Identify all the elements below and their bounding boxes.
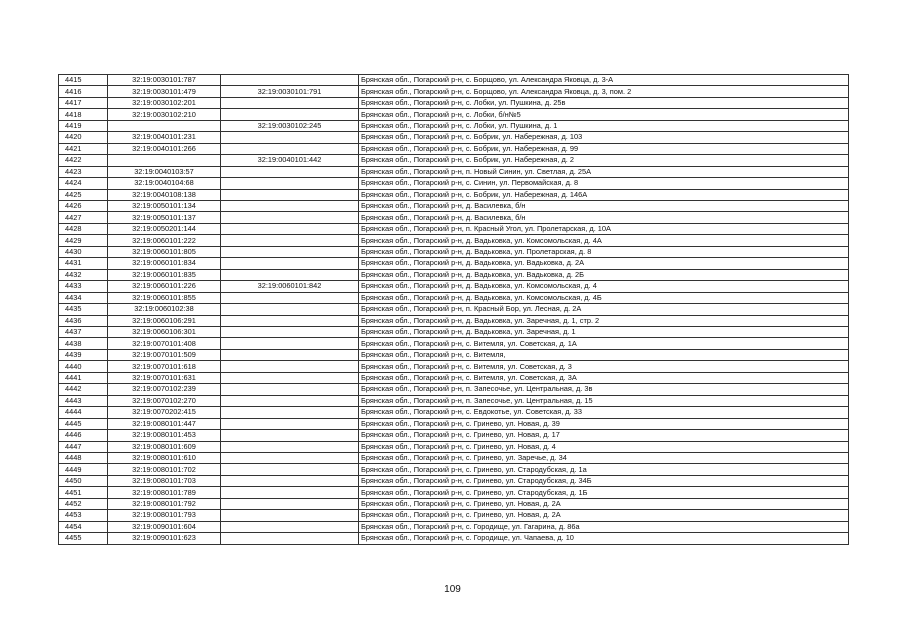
cadastral-number-cell <box>108 120 221 131</box>
parent-cadastral-number-cell: 32:19:0040101:442 <box>221 155 359 166</box>
parent-cadastral-number-cell <box>221 223 359 234</box>
address-cell: Брянская обл., Погарский р-н, с. Лобки, ул. Пушкина, д. 1 <box>359 120 849 131</box>
parent-cadastral-number-cell <box>221 487 359 498</box>
address-cell: Брянская обл., Погарский р-н, с. Гринево, ул. Новая, д. 2А <box>359 510 849 521</box>
address-cell: Брянская обл., Погарский р-н, с. Лобки, б/н№5 <box>359 109 849 120</box>
row-number-cell: 4441 <box>59 372 108 383</box>
table-row <box>59 189 849 200</box>
table-row <box>59 155 849 166</box>
parent-cadastral-number-cell <box>221 384 359 395</box>
cadastral-number-cell: 32:19:0080101:789 <box>108 487 221 498</box>
address-cell: Брянская обл., Погарский р-н, д. Василевка, б/н <box>359 212 849 223</box>
parent-cadastral-number-cell <box>221 97 359 108</box>
parent-cadastral-number-cell <box>221 372 359 383</box>
row-number-cell: 4437 <box>59 326 108 337</box>
parent-cadastral-number-cell <box>221 361 359 372</box>
table-row <box>59 315 849 326</box>
parent-cadastral-number-cell <box>221 189 359 200</box>
parent-cadastral-number-cell <box>221 166 359 177</box>
address-cell: Брянская обл., Погарский р-н, п. Новый Синин, ул. Светлая, д. 25А <box>359 166 849 177</box>
address-cell: Брянская обл., Погарский р-н, д. Вадьковка, ул. Заречная, д. 1 <box>359 326 849 337</box>
cadastral-number-cell: 32:19:0060101:805 <box>108 246 221 257</box>
parent-cadastral-number-cell <box>221 132 359 143</box>
address-cell: Брянская обл., Погарский р-н, с. Витемля, ул. Советская, д. 1А <box>359 338 849 349</box>
address-cell: Брянская обл., Погарский р-н, с. Лобки, ул. Пушкина, д. 25в <box>359 97 849 108</box>
row-number-cell: 4418 <box>59 109 108 120</box>
cadastral-number-cell: 32:19:0040101:266 <box>108 143 221 154</box>
cadastral-number-cell: 32:19:0070101:509 <box>108 349 221 360</box>
parent-cadastral-number-cell <box>221 200 359 211</box>
parent-cadastral-number-cell: 32:19:0060101:842 <box>221 281 359 292</box>
cadastral-number-cell: 32:19:0060106:291 <box>108 315 221 326</box>
row-number-cell: 4447 <box>59 441 108 452</box>
address-cell: Брянская обл., Погарский р-н, с. Бобрик, ул. Набережная, д. 2 <box>359 155 849 166</box>
table-row <box>59 349 849 360</box>
parent-cadastral-number-cell <box>221 269 359 280</box>
address-cell: Брянская обл., Погарский р-н, с. Бобрик, ул. Набережная, д. 146А <box>359 189 849 200</box>
table-row <box>59 498 849 509</box>
row-number-cell: 4423 <box>59 166 108 177</box>
row-number-cell: 4429 <box>59 235 108 246</box>
row-number-cell: 4439 <box>59 349 108 360</box>
parent-cadastral-number-cell <box>221 143 359 154</box>
table-row <box>59 407 849 418</box>
cadastral-number-cell: 32:19:0040101:231 <box>108 132 221 143</box>
table-row <box>59 464 849 475</box>
row-number-cell: 4452 <box>59 498 108 509</box>
cadastral-number-cell: 32:19:0080101:447 <box>108 418 221 429</box>
row-number-cell: 4445 <box>59 418 108 429</box>
row-number-cell: 4434 <box>59 292 108 303</box>
row-number-cell: 4424 <box>59 178 108 189</box>
cadastral-number-cell: 32:19:0060101:222 <box>108 235 221 246</box>
address-cell: Брянская обл., Погарский р-н, с. Евдокотье, ул. Советская, д. 33 <box>359 407 849 418</box>
parent-cadastral-number-cell <box>221 407 359 418</box>
address-cell: Брянская обл., Погарский р-н, с. Гринево, ул. Заречье, д. 34 <box>359 452 849 463</box>
address-cell: Брянская обл., Погарский р-н, д. Вадьковка, ул. Пролетарская, д. 8 <box>359 246 849 257</box>
cadastral-number-cell <box>108 155 221 166</box>
parent-cadastral-number-cell <box>221 258 359 269</box>
parent-cadastral-number-cell <box>221 326 359 337</box>
cadastral-number-cell: 32:19:0080101:453 <box>108 430 221 441</box>
cadastral-number-cell: 32:19:0060101:834 <box>108 258 221 269</box>
address-cell: Брянская обл., Погарский р-н, с. Городище, ул. Гагарина, д. 86а <box>359 521 849 532</box>
parent-cadastral-number-cell <box>221 510 359 521</box>
table-row <box>59 304 849 315</box>
table-row <box>59 452 849 463</box>
parent-cadastral-number-cell <box>221 498 359 509</box>
cadastral-number-cell: 32:19:0060101:226 <box>108 281 221 292</box>
cadastral-number-cell: 32:19:0050201:144 <box>108 223 221 234</box>
address-cell: Брянская обл., Погарский р-н, д. Вадьковка, ул. Комсомольская, д. 4Б <box>359 292 849 303</box>
cadastral-number-cell: 32:19:0080101:609 <box>108 441 221 452</box>
row-number-cell: 4435 <box>59 304 108 315</box>
row-number-cell: 4416 <box>59 86 108 97</box>
table-row <box>59 395 849 406</box>
cadastral-number-cell: 32:19:0030102:210 <box>108 109 221 120</box>
address-cell: Брянская обл., Погарский р-н, с. Гринево, ул. Новая, д. 17 <box>359 430 849 441</box>
address-cell: Брянская обл., Погарский р-н, п. Запесочье, ул. Центральная, д. 3в <box>359 384 849 395</box>
parent-cadastral-number-cell <box>221 315 359 326</box>
address-cell: Брянская обл., Погарский р-н, с. Синин, ул. Первомайская, д. 8 <box>359 178 849 189</box>
cadastral-number-cell: 32:19:0070101:618 <box>108 361 221 372</box>
row-number-cell: 4453 <box>59 510 108 521</box>
table-row <box>59 338 849 349</box>
parent-cadastral-number-cell <box>221 418 359 429</box>
row-number-cell: 4444 <box>59 407 108 418</box>
address-cell: Брянская обл., Погарский р-н, п. Красный Угол, ул. Пролетарская, д. 10А <box>359 223 849 234</box>
row-number-cell: 4446 <box>59 430 108 441</box>
parent-cadastral-number-cell <box>221 533 359 544</box>
cadastral-number-cell: 32:19:0060106:301 <box>108 326 221 337</box>
cadastral-number-cell: 32:19:0080101:793 <box>108 510 221 521</box>
address-cell: Брянская обл., Погарский р-н, д. Вадьковка, ул. Комсомольская, д. 4А <box>359 235 849 246</box>
table-row <box>59 109 849 120</box>
parent-cadastral-number-cell <box>221 338 359 349</box>
address-cell: Брянская обл., Погарский р-н, с. Городище, ул. Чапаева, д. 10 <box>359 533 849 544</box>
row-number-cell: 4420 <box>59 132 108 143</box>
parent-cadastral-number-cell <box>221 246 359 257</box>
cadastral-number-cell: 32:19:0080101:703 <box>108 475 221 486</box>
cadastral-number-cell: 32:19:0080101:792 <box>108 498 221 509</box>
table-row <box>59 223 849 234</box>
parent-cadastral-number-cell <box>221 212 359 223</box>
table-row <box>59 533 849 544</box>
parent-cadastral-number-cell <box>221 109 359 120</box>
cadastral-number-cell: 32:19:0060101:855 <box>108 292 221 303</box>
address-cell: Брянская обл., Погарский р-н, д. Василевка, б/н <box>359 200 849 211</box>
registry-table <box>58 74 849 545</box>
address-cell: Брянская обл., Погарский р-н, с. Гринево, ул. Новая, д. 2А <box>359 498 849 509</box>
cadastral-number-cell: 32:19:0080101:702 <box>108 464 221 475</box>
cadastral-number-cell: 32:19:0070101:631 <box>108 372 221 383</box>
address-cell: Брянская обл., Погарский р-н, д. Вадьковка, ул. Заречная, д. 1, стр. 2 <box>359 315 849 326</box>
parent-cadastral-number-cell <box>221 235 359 246</box>
address-cell: Брянская обл., Погарский р-н, п. Красный Бор, ул. Лесная, д. 2А <box>359 304 849 315</box>
table-row <box>59 97 849 108</box>
table-row <box>59 132 849 143</box>
cadastral-number-cell: 32:19:0030102:201 <box>108 97 221 108</box>
cadastral-number-cell: 32:19:0030101:787 <box>108 75 221 86</box>
address-cell: Брянская обл., Погарский р-н, с. Бобрик, ул. Набережная, д. 99 <box>359 143 849 154</box>
address-cell: Брянская обл., Погарский р-н, с. Бобрик, ул. Набережная, д. 103 <box>359 132 849 143</box>
address-cell: Брянская обл., Погарский р-н, п. Запесочье, ул. Центральная, д. 15 <box>359 395 849 406</box>
row-number-cell: 4450 <box>59 475 108 486</box>
address-cell: Брянская обл., Погарский р-н, с. Борщово, ул. Александра Яковца, д. 3, пом. 2 <box>359 86 849 97</box>
parent-cadastral-number-cell <box>221 521 359 532</box>
row-number-cell: 4415 <box>59 75 108 86</box>
table-row <box>59 430 849 441</box>
table-row <box>59 418 849 429</box>
table-row <box>59 487 849 498</box>
table-row <box>59 326 849 337</box>
row-number-cell: 4436 <box>59 315 108 326</box>
table-row <box>59 372 849 383</box>
cadastral-number-cell: 32:19:0050101:137 <box>108 212 221 223</box>
row-number-cell: 4455 <box>59 533 108 544</box>
table-row <box>59 120 849 131</box>
row-number-cell: 4426 <box>59 200 108 211</box>
row-number-cell: 4442 <box>59 384 108 395</box>
row-number-cell: 4438 <box>59 338 108 349</box>
address-cell: Брянская обл., Погарский р-н, с. Гринево, ул. Новая, д. 39 <box>359 418 849 429</box>
address-cell: Брянская обл., Погарский р-н, д. Вадьковка, ул. Вадьковка, д. 2Б <box>359 269 849 280</box>
cadastral-number-cell: 32:19:0070102:239 <box>108 384 221 395</box>
page-number: 109 <box>444 584 461 595</box>
row-number-cell: 4451 <box>59 487 108 498</box>
table-row <box>59 246 849 257</box>
cadastral-number-cell: 32:19:0050101:134 <box>108 200 221 211</box>
row-number-cell: 4432 <box>59 269 108 280</box>
cadastral-number-cell: 32:19:0060101:835 <box>108 269 221 280</box>
cadastral-number-cell: 32:19:0070202:415 <box>108 407 221 418</box>
address-cell: Брянская обл., Погарский р-н, с. Борщово, ул. Александра Яковца, д. 3-А <box>359 75 849 86</box>
table-row <box>59 75 849 86</box>
address-cell: Брянская обл., Погарский р-н, с. Гринево, ул. Стародубская, д. 1Б <box>359 487 849 498</box>
table-row <box>59 521 849 532</box>
parent-cadastral-number-cell <box>221 430 359 441</box>
address-cell: Брянская обл., Погарский р-н, с. Витемля, ул. Советская, д. 3 <box>359 361 849 372</box>
row-number-cell: 4449 <box>59 464 108 475</box>
row-number-cell: 4431 <box>59 258 108 269</box>
address-cell: Брянская обл., Погарский р-н, д. Вадьковка, ул. Комсомольская, д. 4 <box>359 281 849 292</box>
table-row <box>59 235 849 246</box>
table-row <box>59 258 849 269</box>
row-number-cell: 4448 <box>59 452 108 463</box>
row-number-cell: 4427 <box>59 212 108 223</box>
table-row <box>59 200 849 211</box>
table-row <box>59 212 849 223</box>
parent-cadastral-number-cell: 32:19:0030101:791 <box>221 86 359 97</box>
table-row <box>59 292 849 303</box>
row-number-cell: 4443 <box>59 395 108 406</box>
cadastral-number-cell: 32:19:0090101:623 <box>108 533 221 544</box>
parent-cadastral-number-cell <box>221 475 359 486</box>
address-cell: Брянская обл., Погарский р-н, с. Витемля, <box>359 349 849 360</box>
address-cell: Брянская обл., Погарский р-н, с. Витемля, ул. Советская, д. 3А <box>359 372 849 383</box>
cadastral-number-cell: 32:19:0060102:38 <box>108 304 221 315</box>
parent-cadastral-number-cell <box>221 441 359 452</box>
table-row <box>59 178 849 189</box>
cadastral-number-cell: 32:19:0030101:479 <box>108 86 221 97</box>
parent-cadastral-number-cell <box>221 304 359 315</box>
parent-cadastral-number-cell <box>221 75 359 86</box>
table-row <box>59 441 849 452</box>
address-cell: Брянская обл., Погарский р-н, с. Гринево, ул. Стародубская, д. 34Б <box>359 475 849 486</box>
table-row <box>59 384 849 395</box>
address-cell: Брянская обл., Погарский р-н, д. Вадьковка, ул. Вадьковка, д. 2А <box>359 258 849 269</box>
row-number-cell: 4440 <box>59 361 108 372</box>
cadastral-number-cell: 32:19:0070102:270 <box>108 395 221 406</box>
row-number-cell: 4419 <box>59 120 108 131</box>
table-row <box>59 86 849 97</box>
row-number-cell: 4421 <box>59 143 108 154</box>
cadastral-number-cell: 32:19:0040108:138 <box>108 189 221 200</box>
parent-cadastral-number-cell <box>221 349 359 360</box>
table-row <box>59 510 849 521</box>
row-number-cell: 4454 <box>59 521 108 532</box>
table-row <box>59 166 849 177</box>
parent-cadastral-number-cell <box>221 452 359 463</box>
table-row <box>59 269 849 280</box>
row-number-cell: 4430 <box>59 246 108 257</box>
row-number-cell: 4425 <box>59 189 108 200</box>
registry-table-body <box>59 75 849 545</box>
parent-cadastral-number-cell: 32:19:0030102:245 <box>221 120 359 131</box>
parent-cadastral-number-cell <box>221 292 359 303</box>
cadastral-number-cell: 32:19:0040104:68 <box>108 178 221 189</box>
table-row <box>59 143 849 154</box>
row-number-cell: 4433 <box>59 281 108 292</box>
table-row <box>59 361 849 372</box>
table-row <box>59 475 849 486</box>
row-number-cell: 4417 <box>59 97 108 108</box>
parent-cadastral-number-cell <box>221 395 359 406</box>
row-number-cell: 4422 <box>59 155 108 166</box>
parent-cadastral-number-cell <box>221 464 359 475</box>
cadastral-number-cell: 32:19:0080101:610 <box>108 452 221 463</box>
cadastral-number-cell: 32:19:0040103:57 <box>108 166 221 177</box>
parent-cadastral-number-cell <box>221 178 359 189</box>
cadastral-number-cell: 32:19:0090101:604 <box>108 521 221 532</box>
address-cell: Брянская обл., Погарский р-н, с. Гринево, ул. Новая, д. 4 <box>359 441 849 452</box>
table-row <box>59 281 849 292</box>
address-cell: Брянская обл., Погарский р-н, с. Гринево, ул. Стародубская, д. 1а <box>359 464 849 475</box>
cadastral-number-cell: 32:19:0070101:408 <box>108 338 221 349</box>
row-number-cell: 4428 <box>59 223 108 234</box>
